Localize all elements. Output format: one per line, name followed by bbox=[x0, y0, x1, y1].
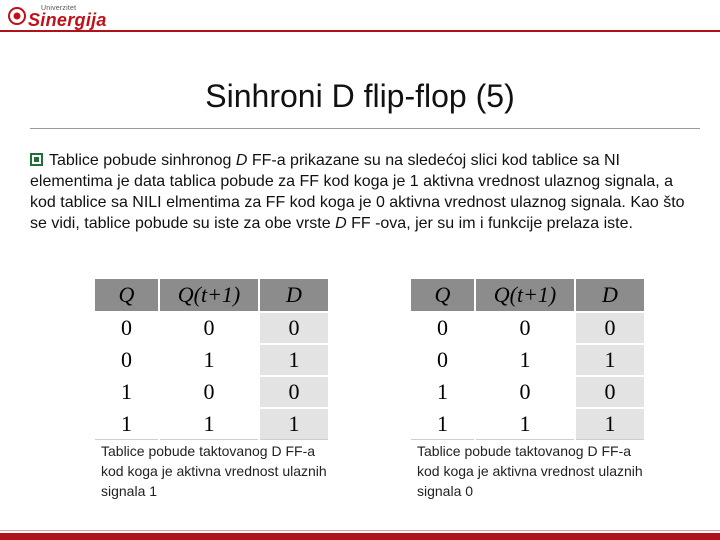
table-cell: 1 bbox=[475, 344, 575, 376]
table-cell: 1 bbox=[259, 344, 329, 376]
table-cell: 1 bbox=[159, 344, 259, 376]
table-cell: 0 bbox=[159, 312, 259, 344]
slide-paragraph bbox=[30, 150, 695, 234]
table-row bbox=[94, 376, 329, 408]
paragraph-run-italic: D bbox=[235, 152, 248, 169]
paragraph-run-italic: D bbox=[335, 215, 347, 232]
header-cell-d: D bbox=[259, 278, 329, 312]
table-caption-left: Tablice pobude taktovanog D FF-a kod koga je aktivna vrednost ulaznih signala 1 bbox=[101, 443, 327, 499]
table-cell: 0 bbox=[575, 376, 645, 408]
table-row bbox=[94, 312, 329, 344]
excitation-table-active-high bbox=[93, 277, 330, 440]
table-row bbox=[410, 376, 645, 408]
table-header-row bbox=[94, 278, 329, 312]
table-row bbox=[94, 344, 329, 376]
bottom-accent-bar bbox=[0, 533, 720, 540]
sinergija-logo-icon bbox=[8, 7, 26, 25]
table-cell: 1 bbox=[475, 408, 575, 440]
header-cell-q-next: Q(t+1) bbox=[475, 278, 575, 312]
paragraph-run: FF -ova, jer su im i funkcije prelaza iste. bbox=[346, 215, 633, 232]
table-cell: 1 bbox=[159, 408, 259, 440]
excitation-table-active-low bbox=[409, 277, 646, 440]
university-logo bbox=[8, 4, 118, 28]
table-cell: 0 bbox=[410, 312, 475, 344]
table-cell: 0 bbox=[259, 376, 329, 408]
table-cell: 0 bbox=[159, 376, 259, 408]
table-row bbox=[410, 408, 645, 440]
top-divider bbox=[0, 30, 720, 32]
table-cell: 1 bbox=[575, 344, 645, 376]
table-cell: 1 bbox=[410, 408, 475, 440]
header-cell-q: Q bbox=[410, 278, 475, 312]
table-cell: 1 bbox=[410, 376, 475, 408]
logo-main-text: Sinergija bbox=[28, 10, 107, 30]
paragraph-run: Tablice pobude sinhronog bbox=[49, 152, 236, 169]
table-cell: 1 bbox=[259, 408, 329, 440]
table-caption-right: Tablice pobude taktovanog D FF-a kod koga je aktivna vrednost ulaznih signala 0 bbox=[417, 443, 643, 499]
table-cell: 0 bbox=[475, 376, 575, 408]
header-cell-q-next: Q(t+1) bbox=[159, 278, 259, 312]
table-cell: 0 bbox=[94, 344, 159, 376]
table-cell: 0 bbox=[475, 312, 575, 344]
table-cell: 0 bbox=[94, 312, 159, 344]
table-row bbox=[410, 344, 645, 376]
table-header-row bbox=[410, 278, 645, 312]
bottom-divider bbox=[0, 530, 720, 531]
table-cell: 1 bbox=[94, 376, 159, 408]
table-cell: 0 bbox=[575, 312, 645, 344]
header-cell-d: D bbox=[575, 278, 645, 312]
table-cell: 0 bbox=[410, 344, 475, 376]
table-cell: 0 bbox=[259, 312, 329, 344]
title-divider bbox=[30, 128, 700, 129]
table-row bbox=[94, 408, 329, 440]
table-row bbox=[410, 312, 645, 344]
checkbox-bullet-icon bbox=[30, 153, 43, 166]
logo-small-text: Univerzitet bbox=[41, 5, 77, 12]
header-cell-q: Q bbox=[94, 278, 159, 312]
slide-title: Sinhroni D flip-flop (5) bbox=[205, 78, 515, 114]
table-cell: 1 bbox=[575, 408, 645, 440]
paragraph-run: FF-a prikazane su na sledećoj slici kod tablice sa NI elementima je data tablica pobude za FF kod koga je 1 aktivna vrednost ulaznog signala, a kod tablice sa NILI elmentima za FF kod koga je 0 aktivna vrednost ulaznog signala. Kao što se vidi, tablice pobude su iste za obe vrste bbox=[30, 152, 685, 232]
table-cell: 1 bbox=[94, 408, 159, 440]
